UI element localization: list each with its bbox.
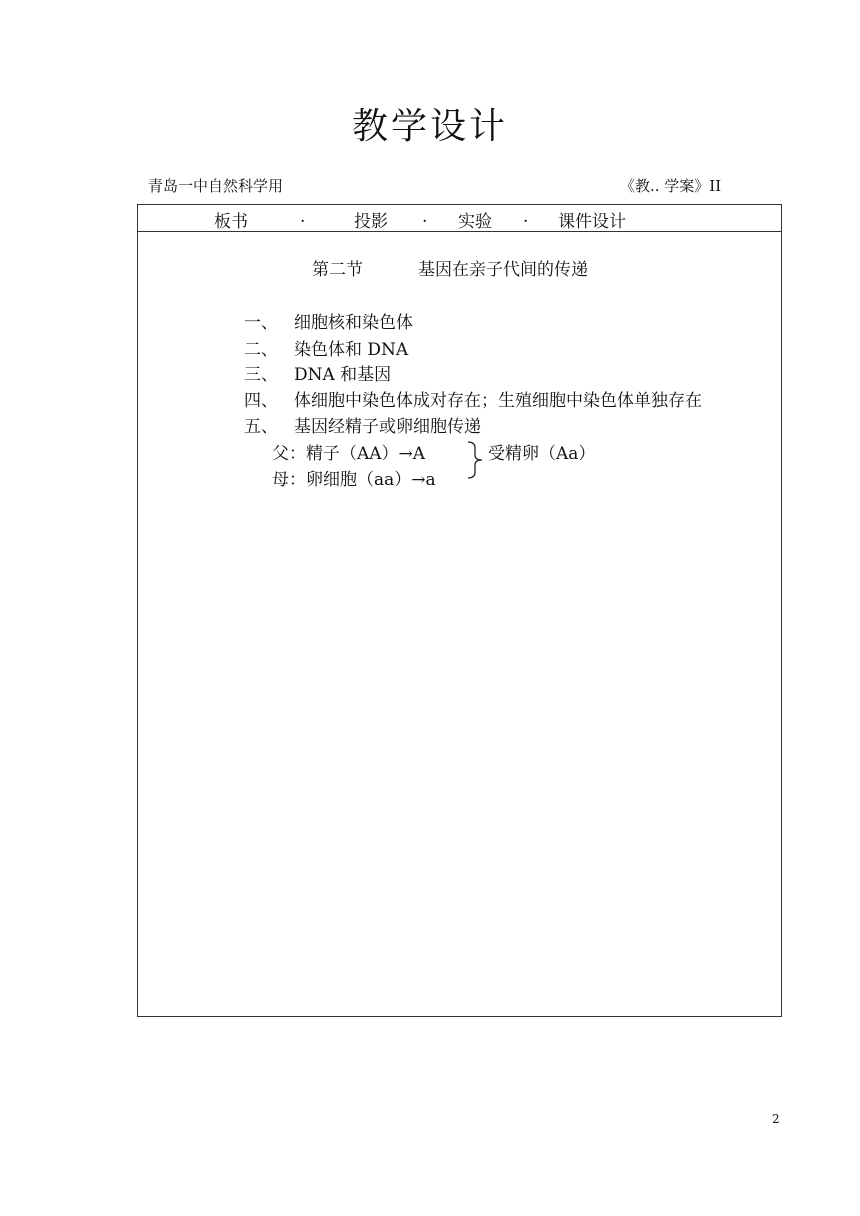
outline-text: 细胞核和染色体 <box>294 313 413 333</box>
header-blackboard: 板书 <box>214 212 248 232</box>
brace-icon <box>462 440 486 480</box>
outline-number: 四、 <box>244 391 278 411</box>
header-dot-1: . <box>300 207 306 227</box>
outline-number: 二、 <box>244 340 278 360</box>
header-dot-2: . <box>422 207 428 227</box>
school-label: 青岛一中自然科学用 <box>148 177 284 195</box>
outline-text: 体细胞中染色体成对存在；生殖细胞中染色体单独存在 <box>294 391 702 411</box>
header-experiment: 实验 <box>458 212 492 232</box>
page-title: 教学设计 <box>351 106 508 147</box>
outline-number: 一、 <box>244 313 278 333</box>
book-title: 《教.. 学案》II <box>620 177 722 195</box>
header-courseware: 课件设计 <box>558 212 626 232</box>
father-line: 父：精子（AA）→A <box>272 444 426 464</box>
outline-number: 五、 <box>244 417 278 437</box>
section-title: 基因在亲子代间的传递 <box>418 260 588 280</box>
lesson-table <box>137 204 782 1017</box>
section-number: 第二节 <box>312 260 363 280</box>
outline-number: 三、 <box>244 365 278 385</box>
page-number: 2 <box>772 1112 780 1126</box>
outline-text: 基因经精子或卵细胞传递 <box>294 417 481 437</box>
table-header-row <box>138 205 781 232</box>
zygote-result: 受精卵（Aa） <box>488 444 596 464</box>
outline-text: 染色体和 DNA <box>294 340 409 360</box>
outline-text: DNA 和基因 <box>294 365 392 385</box>
header-dot-3: . <box>523 207 529 227</box>
mother-line: 母：卵细胞（aa）→a <box>272 470 436 490</box>
header-projection: 投影 <box>354 212 388 232</box>
